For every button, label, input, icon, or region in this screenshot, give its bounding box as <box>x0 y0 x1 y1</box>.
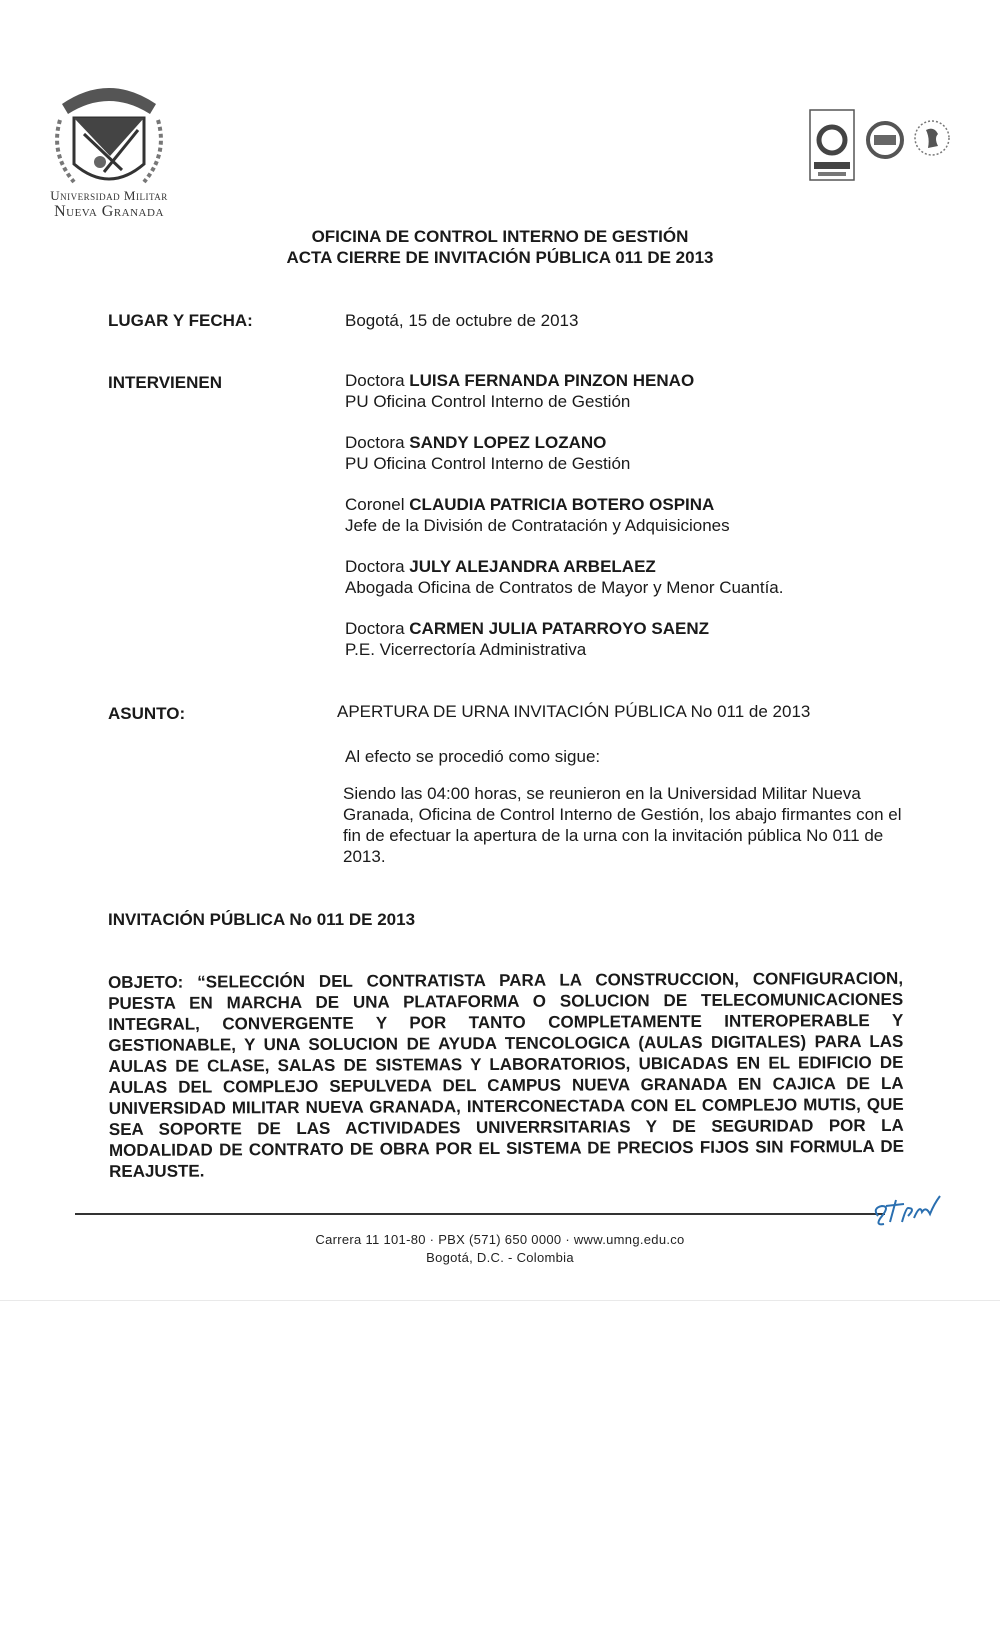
participant-role: PU Oficina Control Interno de Gestión <box>345 454 631 473</box>
university-name-line2: Nueva Granada <box>54 203 164 220</box>
participant-5 <box>345 618 709 660</box>
place-date-label: LUGAR Y FECHA: <box>108 311 253 330</box>
certification-logos <box>808 108 958 184</box>
participants-label: INTERVIENEN <box>108 373 222 392</box>
participant-title: Doctora <box>345 371 405 390</box>
participant-name: JULY ALEJANDRA ARBELAEZ <box>409 557 656 576</box>
participant-4 <box>345 556 783 598</box>
participant-2 <box>345 432 630 474</box>
participant-role: PU Oficina Control Interno de Gestión <box>345 392 631 411</box>
gov-seal-icon <box>915 121 949 155</box>
page-edge <box>0 1300 1000 1301</box>
participant-title: Doctora <box>345 619 405 638</box>
office-title: OFICINA DE CONTROL INTERNO DE GESTIÓN <box>311 227 689 246</box>
participant-role: P.E. Vicerrectoría Administrativa <box>345 640 587 659</box>
participant-name: LUISA FERNANDA PINZON HENAO <box>409 371 695 390</box>
invitation-heading: INVITACIÓN PÚBLICA No 011 DE 2013 <box>108 910 416 929</box>
footer-divider <box>75 1213 885 1215</box>
participant-name: CLAUDIA PATRICIA BOTERO OSPINA <box>409 495 715 514</box>
participant-3 <box>345 494 730 536</box>
participant-name: SANDY LOPEZ LOZANO <box>409 433 607 452</box>
subject-label: ASUNTO: <box>108 704 186 723</box>
participant-1 <box>345 370 694 412</box>
object-paragraph: OBJETO: “SELECCIÓN DEL CONTRATISTA PARA LA CONSTRUCCION, CONFIGURACION, PUESTA EN MARCHA DE UNA PLATAFORMA O SOLUCION DE TELECOMUNICACIONES INTEGRAL, CONVERGENTE Y POR TANTO COMPLETAMENTE INTEROPERABLE Y GESTIONABLE, Y UNA SOLUCION DE AYUDA TENCOLOGICA (AULAS DIGITALES) PARA LAS AULAS DE CLASE, SALAS DE SISTEMAS Y LABORATORIOS, UBICADAS EN EL EDIFICIO DE AULAS DEL COMPLEJO SEPULVEDA DEL CAMPUS NUEVA GRANADA EN CAJICA DE LA UNIVERSIDAD MILITAR NUEVA GRANADA, INTERCONECTADA CON EL COMPLEJO MUTIS, QUE SEA SOPORTE DE LAS ACTIVIDADES UNIVERRSITARIAS Y DE SEGURIDAD POR LA MODALIDAD DE CONTRATO DE OBRA POR EL SISTEMA DE PRECIOS FIJOS SIN FORMULA DE REAJUSTE. <box>108 968 904 1181</box>
iqnet-cert-icon <box>868 123 902 157</box>
icontec-cert-icon <box>808 108 958 184</box>
university-name <box>44 188 174 220</box>
participant-role: Jefe de la División de Contratación y Adquisiciones <box>345 516 730 535</box>
subject-body: Siendo las 04:00 horas, se reunieron en la Universidad Militar Nueva Granada, Oficina de Control Interno de Gestión, los abajo firmantes con el fin de efectuar la apertura de la urna con la invitación pública No 011 de 2013. <box>343 784 902 866</box>
participant-name: CARMEN JULIA PATARROYO SAENZ <box>409 619 709 638</box>
subject-value: APERTURA DE URNA INVITACIÓN PÚBLICA No 011 de 2013 <box>337 702 811 721</box>
participant-title: Doctora <box>345 433 405 452</box>
participant-title: Doctora <box>345 557 405 576</box>
participant-role: Abogada Oficina de Contratos de Mayor y Menor Cuantía. <box>345 578 784 597</box>
footer-city: Bogotá, D.C. - Colombia <box>426 1250 574 1265</box>
participant-title: Coronel <box>345 495 405 514</box>
handwritten-initials <box>868 1186 948 1230</box>
place-date-value: Bogotá, 15 de octubre de 2013 <box>345 311 579 330</box>
document-title: ACTA CIERRE DE INVITACIÓN PÚBLICA 011 DE 2013 <box>286 248 714 267</box>
subject-intro: Al efecto se procedió como sigue: <box>345 747 601 766</box>
footer-address: Carrera 11 101-80 · PBX (571) 650 0000 · www.umng.edu.co <box>315 1232 685 1247</box>
university-name-line1: Universidad Militar <box>50 188 168 203</box>
